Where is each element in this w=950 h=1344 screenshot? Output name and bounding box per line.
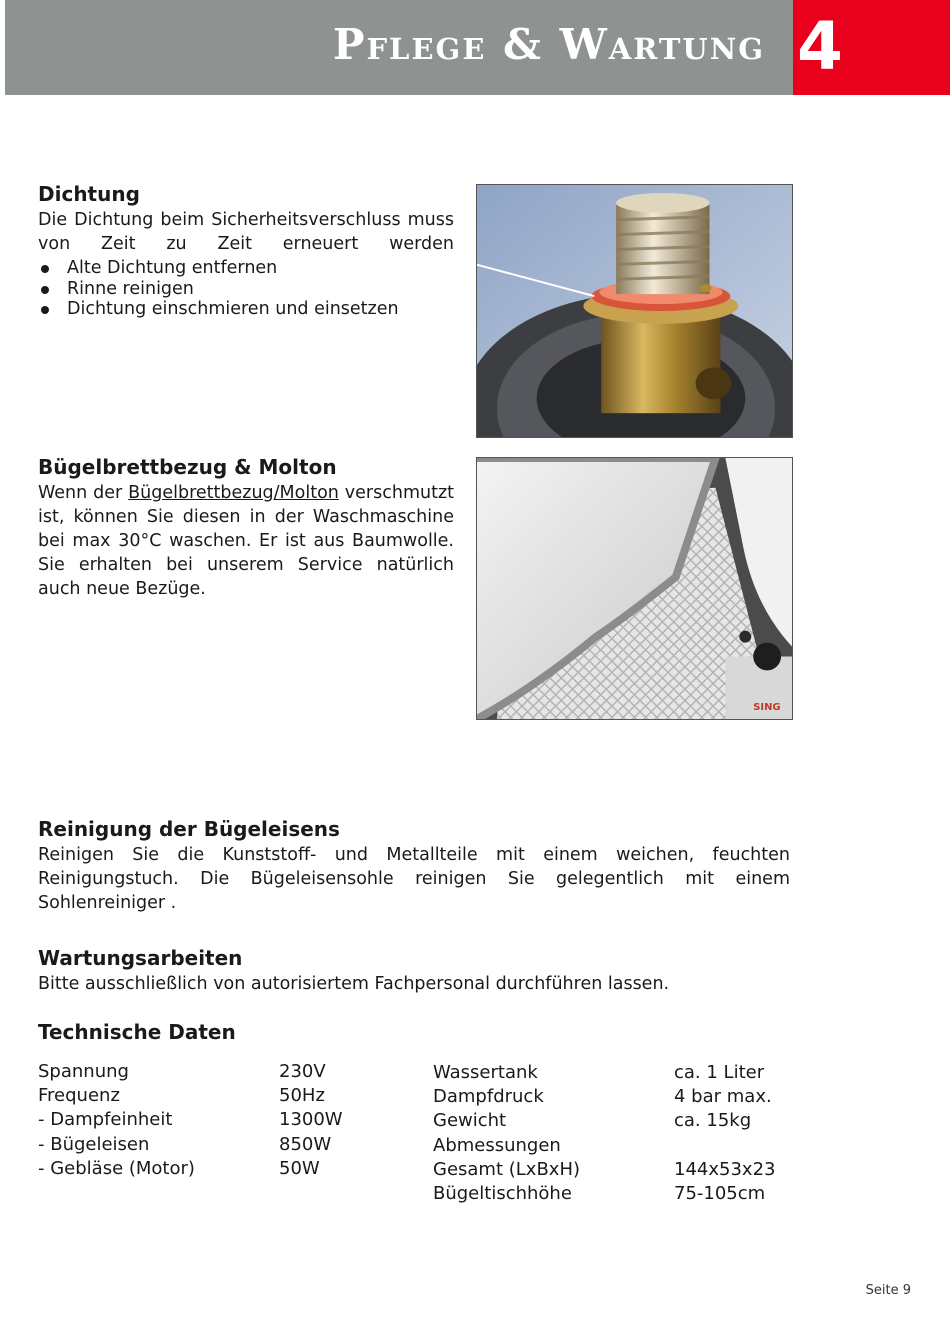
spec-value: 50W bbox=[279, 1157, 320, 1179]
chapter-header bbox=[5, 0, 793, 95]
heading-reinigung: Reinigung der Bügeleisens bbox=[38, 817, 340, 841]
spec-label: - Gebläse (Motor) bbox=[38, 1157, 195, 1179]
bezug-text: Wenn der Bügelbrettbezug/Molton verschmutzt ist, können Sie diesen in der Waschmaschine bei max 30°C waschen. Er ist aus Baumwolle. Sie erhalten bei unserem Service natürlich auch neue Bezüge. bbox=[38, 483, 454, 599]
spec-label: Wassertank bbox=[433, 1062, 538, 1083]
heading-dichtung: Dichtung bbox=[38, 182, 140, 206]
ironing-board-icon bbox=[477, 458, 792, 719]
reinigung-text: Reinigen Sie die Kunststoff- und Metallteile mit einem weichen, feuchten Reinigungstuch. Die Bügeleisensohle reinigen Sie gelegentlich mit einem Sohlenreiniger . bbox=[38, 845, 790, 913]
wartung-text: Bitte ausschließlich von autorisiertem Fachpersonal durchführen lassen. bbox=[38, 974, 670, 994]
heading-wartung: Wartungsarbeiten bbox=[38, 946, 243, 970]
spec-right-labels bbox=[433, 1061, 580, 1206]
spec-value: 144x53x23 bbox=[674, 1158, 776, 1180]
chapter-number: 4 bbox=[797, 8, 843, 85]
spec-label: - Dampfeinheit bbox=[38, 1109, 173, 1131]
list-item: Rinne reinigen bbox=[38, 279, 399, 300]
cover-molton-link: Bügelbrettbezug/Molton bbox=[128, 483, 339, 503]
list-item: Alte Dichtung entfernen bbox=[38, 258, 399, 279]
spec-value bbox=[674, 1134, 775, 1158]
spec-label: Gesamt (LxBxH) bbox=[433, 1158, 581, 1180]
chapter-title: Pflege & Wartung bbox=[332, 20, 765, 69]
spec-right-values bbox=[674, 1061, 775, 1206]
spec-label: Dampfdruck bbox=[433, 1086, 544, 1108]
spec-label: Frequenz bbox=[38, 1085, 120, 1107]
spec-left-values bbox=[279, 1060, 343, 1181]
ironing-board-cover-photo bbox=[476, 457, 793, 720]
brass-valve-icon bbox=[477, 185, 792, 437]
spec-label: Bügeltischhöhe bbox=[433, 1182, 572, 1204]
dichtung-text: Die Dichtung beim Sicherheitsverschluss muss von Zeit zu Zeit erneuert werden bbox=[38, 210, 454, 254]
heading-bezug: Bügelbrettbezug & Molton bbox=[38, 455, 337, 479]
dichtung-steps bbox=[38, 258, 399, 320]
page-number: Seite 9 bbox=[865, 1283, 911, 1298]
spec-value: ca. 1 Liter bbox=[674, 1062, 765, 1083]
heading-technik: Technische Daten bbox=[38, 1020, 236, 1044]
spec-label: Spannung bbox=[38, 1061, 129, 1082]
valve-gasket-photo bbox=[476, 184, 793, 438]
spec-value: 75-105cm bbox=[674, 1182, 766, 1204]
spec-value: 4 bar max. bbox=[674, 1086, 772, 1108]
list-item: Dichtung einschmieren und einsetzen bbox=[38, 299, 399, 320]
spec-label: Abmessungen bbox=[433, 1134, 561, 1156]
spec-value: 850W bbox=[279, 1133, 332, 1155]
spec-value: 50Hz bbox=[279, 1085, 325, 1107]
spec-label: - Bügeleisen bbox=[38, 1133, 150, 1155]
spec-value: ca. 15kg bbox=[674, 1110, 752, 1132]
spec-left-labels bbox=[38, 1060, 195, 1181]
spec-label: Gewicht bbox=[433, 1110, 507, 1132]
spec-value: 230V bbox=[279, 1061, 326, 1082]
spec-value: 1300W bbox=[279, 1109, 343, 1131]
brand-fragment: SING bbox=[753, 702, 781, 714]
chapter-number-box bbox=[793, 0, 950, 95]
